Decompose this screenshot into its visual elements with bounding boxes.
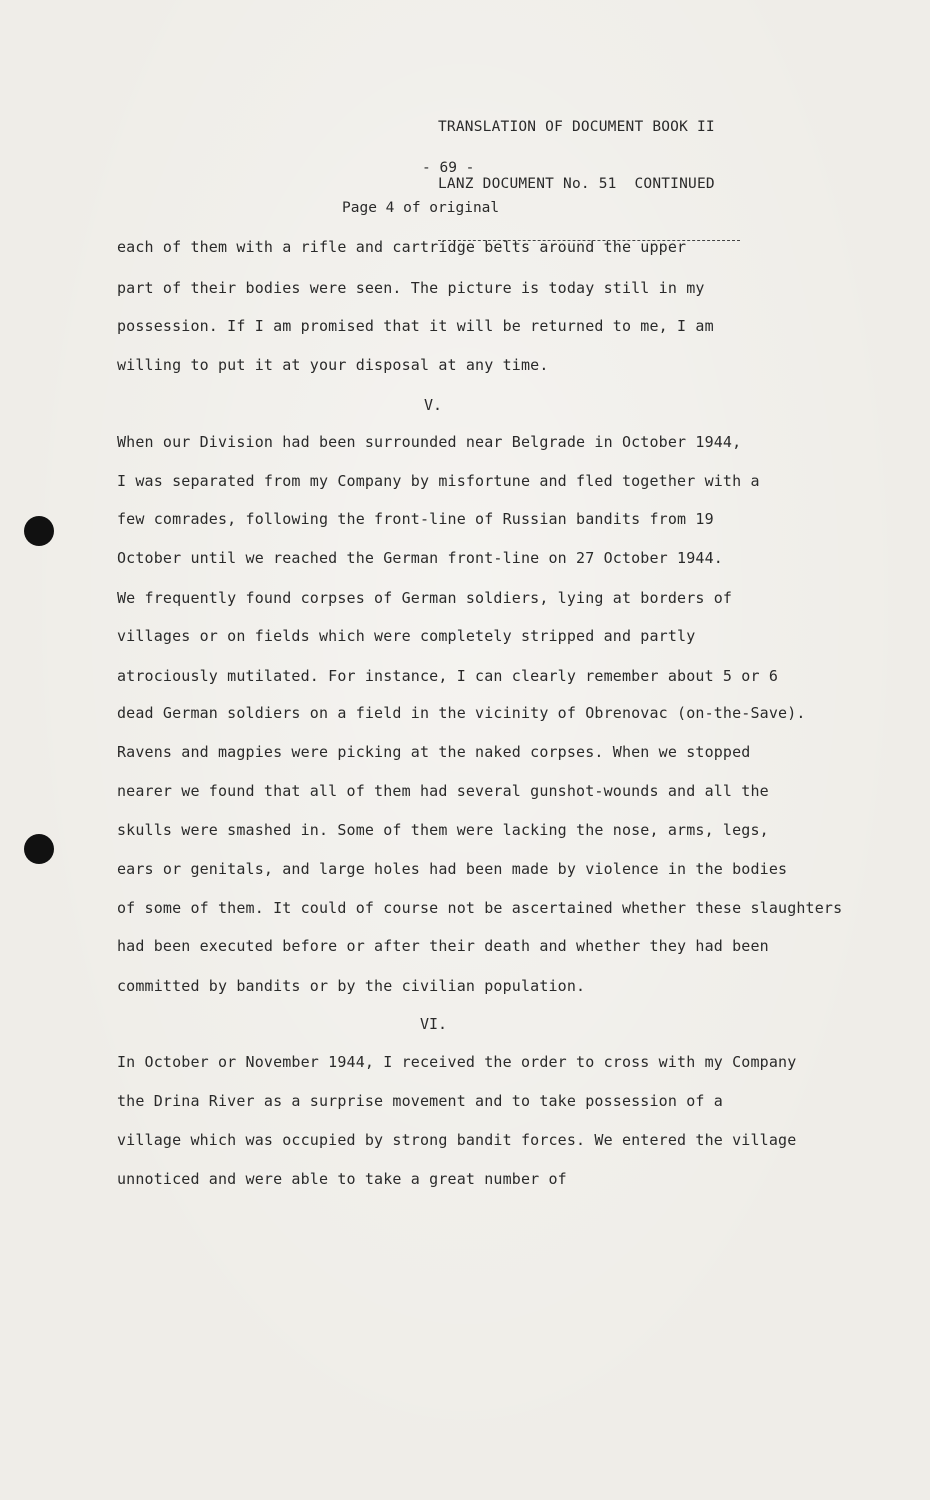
text-line: possession. If I am promised that it will be returned to me, I am (117, 317, 714, 335)
section-heading-vi: VI. (420, 1015, 448, 1033)
text-line: dead German soldiers on a field in the vicinity of Obrenovac (on-the-Save). (117, 704, 806, 722)
text-line: of some of them. It could of course not be ascertained whether these slaughters (117, 899, 843, 917)
original-page-note: Page 4 of original (342, 200, 500, 216)
punch-hole-upper (24, 516, 54, 546)
text-line: committed by bandits or by the civilian population. (117, 977, 586, 995)
text-line: nearer we found that all of them had several gunshot-wounds and all the (117, 782, 769, 800)
text-line: Ravens and magpies were picking at the naked corpses. When we stopped (117, 743, 751, 761)
text-line: few comrades, following the front-line of Russian bandits from 19 (117, 510, 714, 528)
text-line: part of their bodies were seen. The picture is today still in my (117, 279, 705, 297)
page-number: - 69 - (422, 160, 475, 176)
text-line: the Drina River as a surprise movement and to take possession of a (117, 1092, 723, 1110)
text-line: ears or genitals, and large holes had been made by violence in the bodies (117, 860, 788, 878)
text-line: unnoticed and were able to take a great number of (117, 1170, 567, 1188)
text-line: In October or November 1944, I received the order to cross with my Company (117, 1053, 797, 1071)
text-line: When our Division had been surrounded near Belgrade in October 1944, (117, 433, 742, 451)
header-subtitle: LANZ DOCUMENT No. 51 CONTINUED (438, 176, 715, 192)
text-line: October until we reached the German front-line on 27 October 1944. (117, 549, 723, 567)
text-line: willing to put it at your disposal at any time. (117, 356, 549, 374)
header-title: TRANSLATION OF DOCUMENT BOOK II (438, 119, 715, 135)
text-line: skulls were smashed in. Some of them were lacking the nose, arms, legs, (117, 821, 769, 839)
punch-hole-lower (24, 834, 54, 864)
text-line: villages or on fields which were completely stripped and partly (117, 627, 696, 645)
text-line: I was separated from my Company by misfortune and fled together with a (117, 472, 760, 490)
section-heading-v: V. (424, 396, 443, 414)
text-line: had been executed before or after their death and whether they had been (117, 937, 769, 955)
text-line: village which was occupied by strong bandit forces. We entered the village (117, 1131, 797, 1149)
text-line: We frequently found corpses of German soldiers, lying at borders of (117, 589, 733, 607)
text-line: atrociously mutilated. For instance, I can clearly remember about 5 or 6 (117, 667, 779, 685)
text-line: each of them with a rifle and cartridge belts around the upper (117, 238, 687, 256)
